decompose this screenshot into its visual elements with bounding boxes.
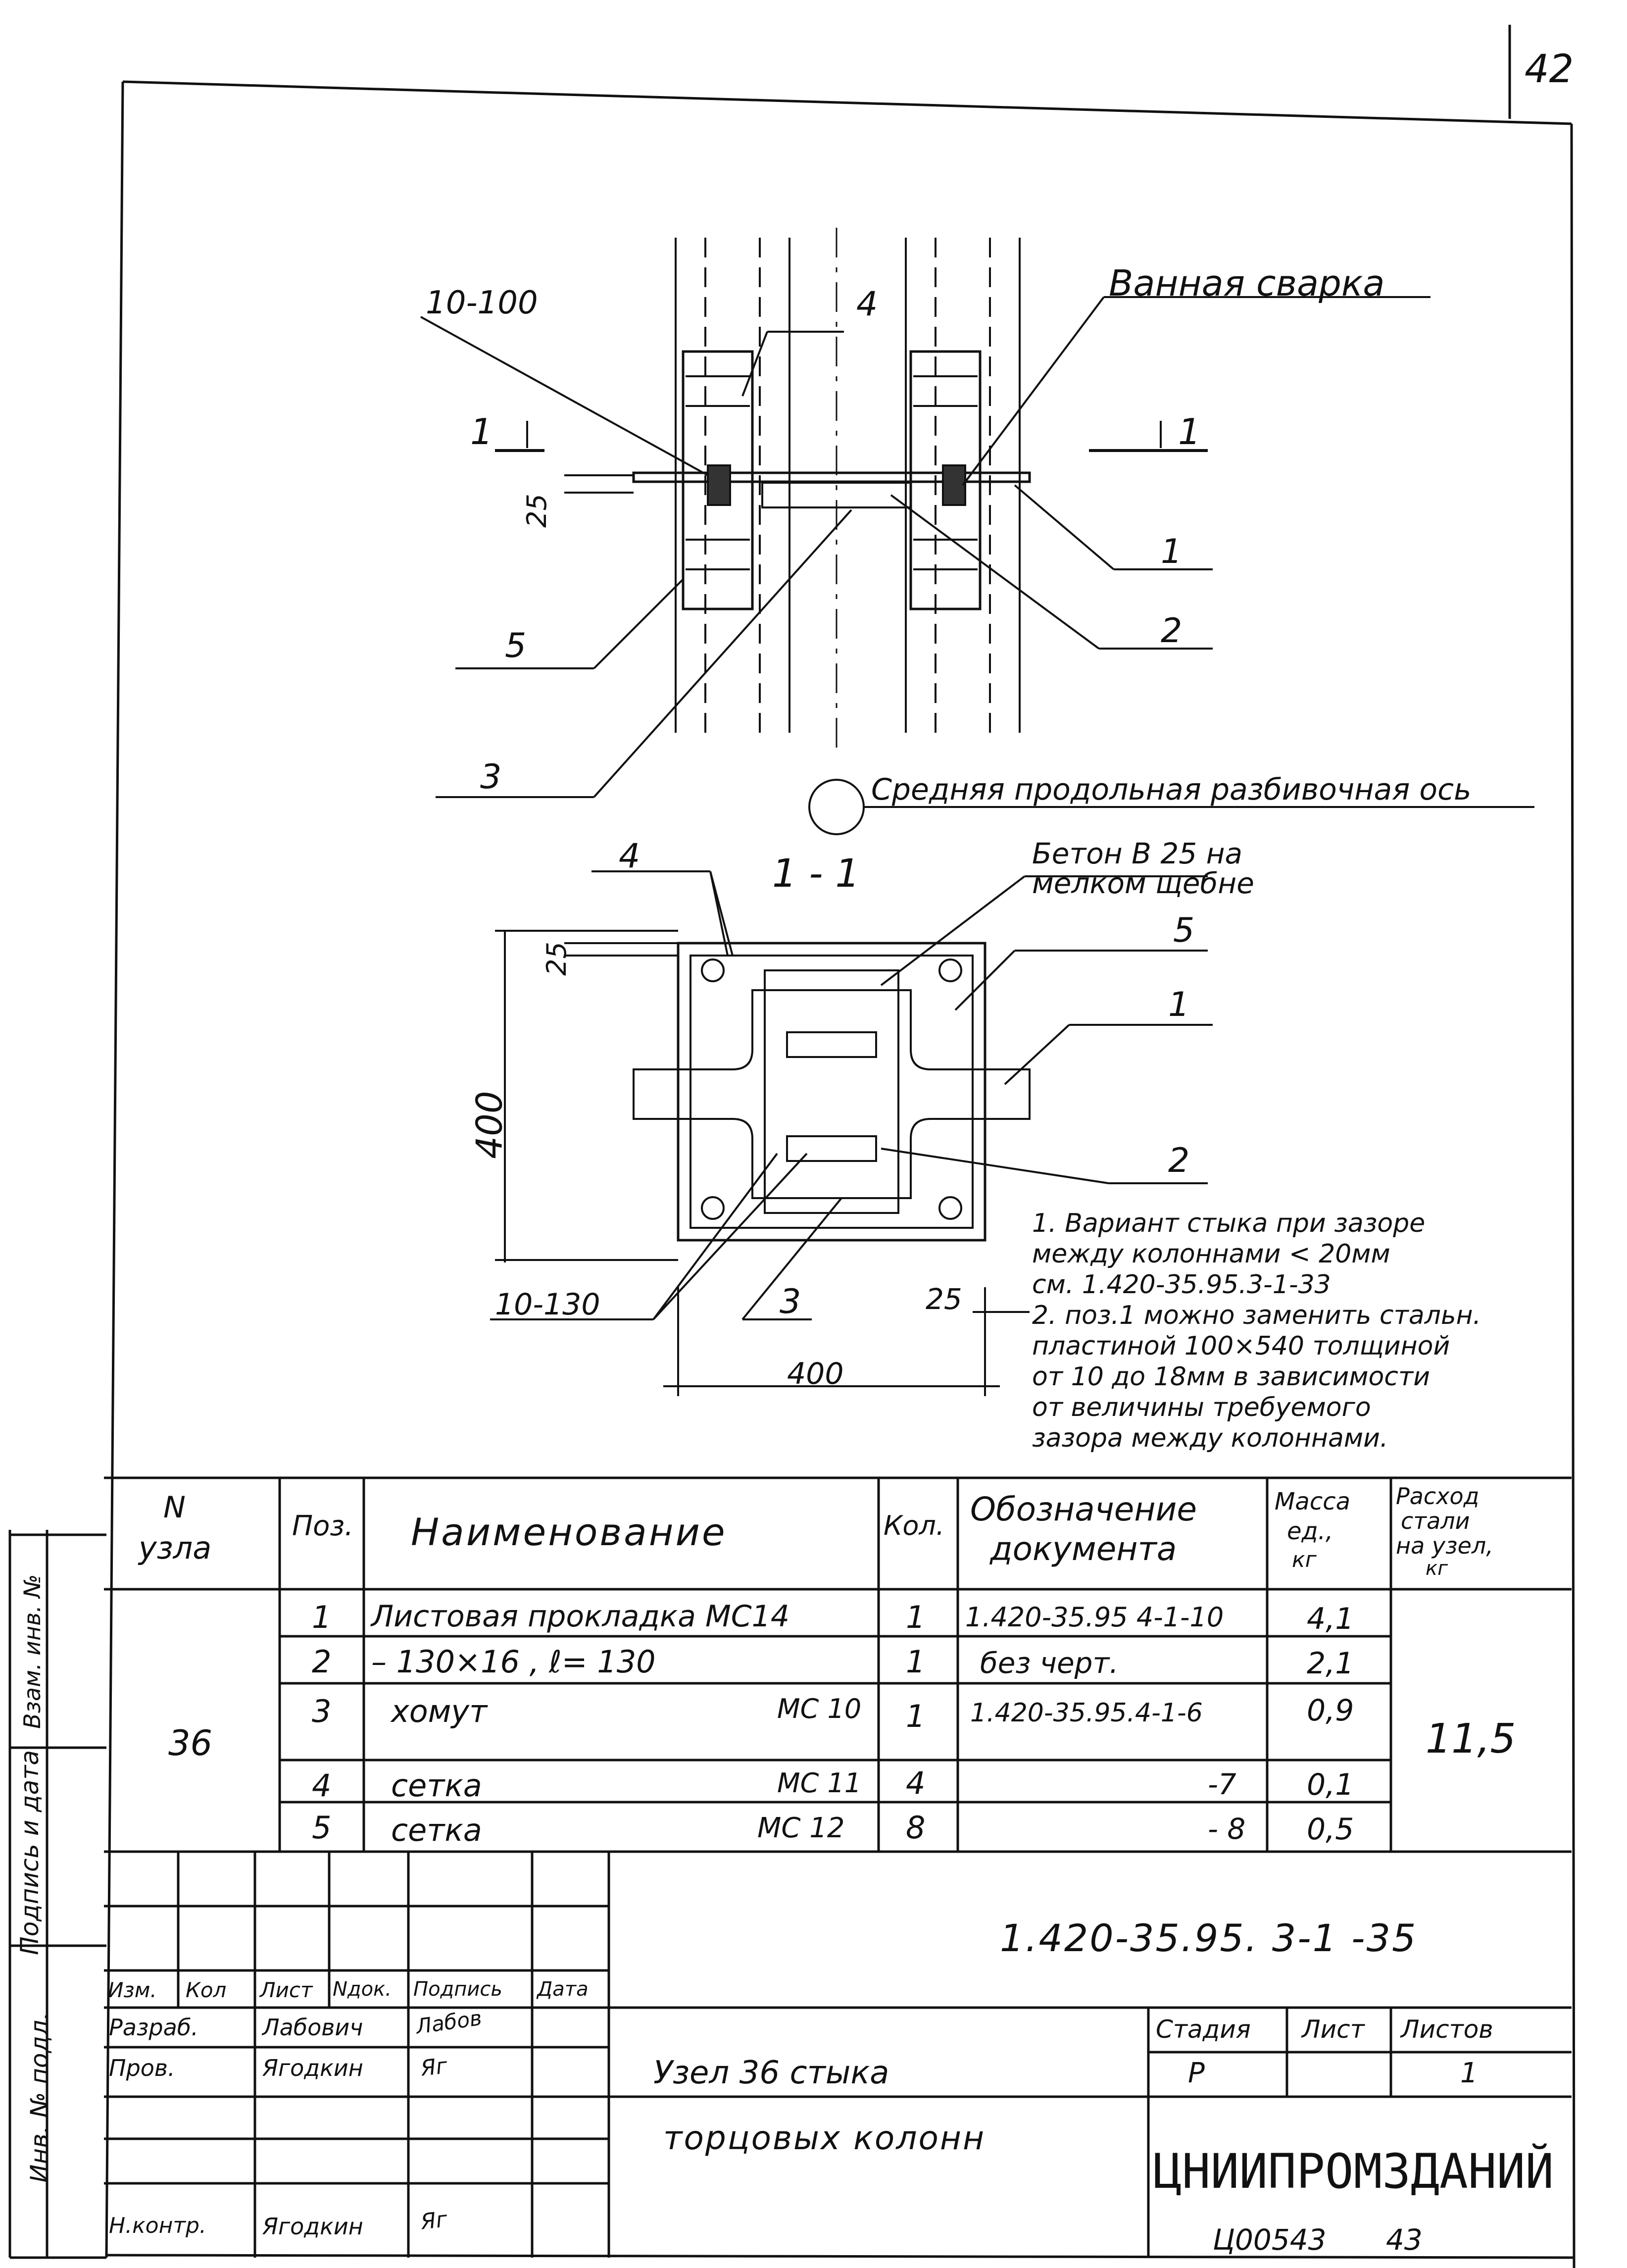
- note-line: 2. поз.1 можно заменить стальн.: [1032, 1301, 1481, 1330]
- checker-signature: Яг: [419, 2053, 449, 2081]
- rev-header-kol: Кол: [186, 1978, 227, 2002]
- bath-weld-label: Ванная сварка: [1109, 262, 1385, 304]
- elevation-pos4-label: 4: [856, 285, 878, 324]
- stage-header: Стадия: [1156, 2015, 1251, 2044]
- elevation-drawing: [421, 228, 1534, 834]
- concrete-note-line2: мелком щебне: [1032, 866, 1254, 900]
- page-number: 42: [1525, 47, 1574, 92]
- section-dim-400-vertical: 400: [468, 1091, 510, 1159]
- row-mass: 2,1: [1307, 1646, 1354, 1681]
- elevation-pos5-label: 5: [505, 626, 527, 665]
- section-mark-right: 1: [1178, 411, 1201, 453]
- bottom-page-number: 43: [1386, 2223, 1423, 2257]
- header-node-label: узла: [139, 1530, 212, 1566]
- note-line: пластиной 100×540 толщиной: [1032, 1331, 1450, 1361]
- role-checker: Пров.: [109, 2055, 175, 2081]
- norm-control-name: Ягодкин: [262, 2213, 363, 2240]
- section-pos3-label: 3: [780, 1282, 801, 1321]
- note-line: 1. Вариант стыка при зазоре: [1032, 1209, 1426, 1238]
- rev-header-izm: Изм.: [108, 1978, 157, 2002]
- row-qty: 1: [906, 1698, 926, 1734]
- elevation-pos2-label: 2: [1161, 611, 1183, 651]
- header-steel-line1: Расход: [1396, 1483, 1479, 1510]
- row-name: сетка: [391, 1812, 482, 1848]
- frame-top-line: [123, 82, 1572, 124]
- row-doc: - 8: [1208, 1812, 1246, 1846]
- note-line: от 10 до 18мм в зависимости: [1032, 1362, 1430, 1392]
- row-name: хомут: [391, 1693, 488, 1729]
- section-spacing-label: 10-130: [495, 1287, 600, 1322]
- row-mark: МС 10: [777, 1693, 862, 1724]
- row-mass: 4,1: [1307, 1602, 1354, 1636]
- row-pos: 1: [312, 1599, 332, 1635]
- header-steel-line4: кг: [1426, 1557, 1448, 1580]
- row-pos: 5: [312, 1810, 332, 1846]
- sheets-header: Листов: [1401, 2015, 1493, 2044]
- sheets-value: 1: [1460, 2057, 1478, 2089]
- drawing-title-line1: Узел 36 стыка: [653, 2055, 889, 2091]
- section-pos5-label: 5: [1173, 911, 1195, 950]
- section-pos2-label: 2: [1168, 1141, 1190, 1180]
- row-qty: 4: [906, 1765, 926, 1801]
- section-title: 1 - 1: [772, 852, 860, 896]
- rev-header-date: Дата: [537, 1978, 589, 2001]
- section-mark-left: 1: [470, 411, 493, 453]
- row-mark: МС 12: [757, 1812, 845, 1844]
- header-doc-line1: Обозначение: [970, 1490, 1197, 1528]
- role-developer: Разраб.: [109, 2014, 198, 2041]
- row-qty: 1: [906, 1599, 926, 1635]
- frame-bottom-line: [106, 2255, 1574, 2258]
- row-mass: 0,1: [1307, 1767, 1354, 1802]
- row-mass: 0,9: [1307, 1693, 1354, 1728]
- row-name: сетка: [391, 1767, 482, 1804]
- side-stamp-signature-date: Подпись и дата: [15, 1750, 44, 1955]
- note-line: от величины требуемого: [1032, 1393, 1371, 1422]
- sheet-header: Лист: [1302, 2015, 1365, 2044]
- elevation-spacing-label: 10-100: [426, 285, 538, 321]
- row-pos: 2: [312, 1644, 332, 1680]
- checker-name: Ягодкин: [262, 2055, 363, 2081]
- row-doc: 1.420-35.95 4-1-10: [965, 1602, 1224, 1633]
- row-pos: 4: [312, 1767, 332, 1804]
- header-mass-line2: ед.,: [1287, 1517, 1333, 1545]
- row-doc: 1.420-35.95.4-1-6: [970, 1698, 1203, 1728]
- header-pos: Поз.: [292, 1510, 353, 1542]
- role-norm-control: Н.контр.: [109, 2213, 206, 2238]
- axis-note: Средняя продольная разбивочная ось: [871, 772, 1472, 807]
- row-pos: 3: [312, 1693, 332, 1729]
- header-node-n: N: [163, 1490, 186, 1525]
- section-dim-400-horizontal: 400: [787, 1357, 844, 1391]
- rev-header-sign: Подпись: [413, 1978, 502, 2001]
- organization-stamp: ЦНИИПРОМЗДАНИЙ: [1153, 2144, 1554, 2199]
- row-doc: без черт.: [980, 1646, 1119, 1680]
- row-name: Листовая прокладка МС14: [371, 1599, 790, 1634]
- elevation-pos3-label: 3: [480, 757, 502, 797]
- frame-left-line: [106, 82, 123, 2258]
- header-mass-line1: Масса: [1275, 1488, 1351, 1515]
- side-stamp-inv-podl: Инв. № подл.: [25, 2012, 54, 2183]
- document-code: 1.420-35.95. 3-1 -35: [1000, 1916, 1418, 1960]
- note-line: см. 1.420-35.95.3-1-33: [1032, 1270, 1331, 1300]
- developer-name: Лабович: [262, 2014, 363, 2041]
- rev-header-ndok: Nдок.: [333, 1978, 392, 2001]
- section-dim-25-top: 25: [541, 942, 572, 976]
- header-steel-line2: стали: [1401, 1508, 1470, 1534]
- header-qty: Кол.: [884, 1510, 945, 1541]
- note-line: зазора между колоннами.: [1032, 1423, 1388, 1453]
- row-doc: -7: [1208, 1767, 1236, 1801]
- notes-block: [1032, 1208, 1481, 1454]
- row-mass: 0,5: [1307, 1812, 1354, 1847]
- row-name: – 130×16 , ℓ= 130: [371, 1644, 656, 1680]
- note-line: между колоннами < 20мм: [1032, 1239, 1390, 1269]
- section-pos4-label: 4: [619, 837, 641, 876]
- header-mass-line3: кг: [1292, 1547, 1317, 1572]
- concrete-note-line1: Бетон В 25 на: [1032, 837, 1243, 870]
- row-qty: 8: [906, 1810, 926, 1846]
- rev-header-list: Лист: [260, 1978, 313, 2002]
- header-steel-line3: на узел,: [1396, 1532, 1493, 1559]
- header-name: Наименование: [411, 1510, 727, 1554]
- drawing-title-line2: торцовых колонн: [663, 2119, 986, 2157]
- section-dim-25-bottom: 25: [926, 1282, 962, 1316]
- norm-control-signature: Яг: [419, 2207, 449, 2235]
- section-pos1-label: 1: [1168, 985, 1190, 1024]
- archive-number: Ц00543: [1213, 2223, 1327, 2257]
- node-number: 36: [168, 1723, 213, 1764]
- elevation-dim-25: 25: [521, 494, 552, 528]
- header-doc-line2: документа: [990, 1530, 1177, 1568]
- frame-right-line: [1572, 124, 1574, 2268]
- steel-total: 11,5: [1426, 1715, 1516, 1763]
- side-stamp-vzam-inv: Взам. инв. №: [19, 1574, 46, 1729]
- row-mark: МС 11: [777, 1767, 862, 1799]
- stage-value: Р: [1188, 2057, 1205, 2089]
- row-qty: 1: [906, 1644, 926, 1680]
- developer-signature: Лабов: [414, 2005, 484, 2039]
- elevation-pos1-label: 1: [1161, 532, 1183, 571]
